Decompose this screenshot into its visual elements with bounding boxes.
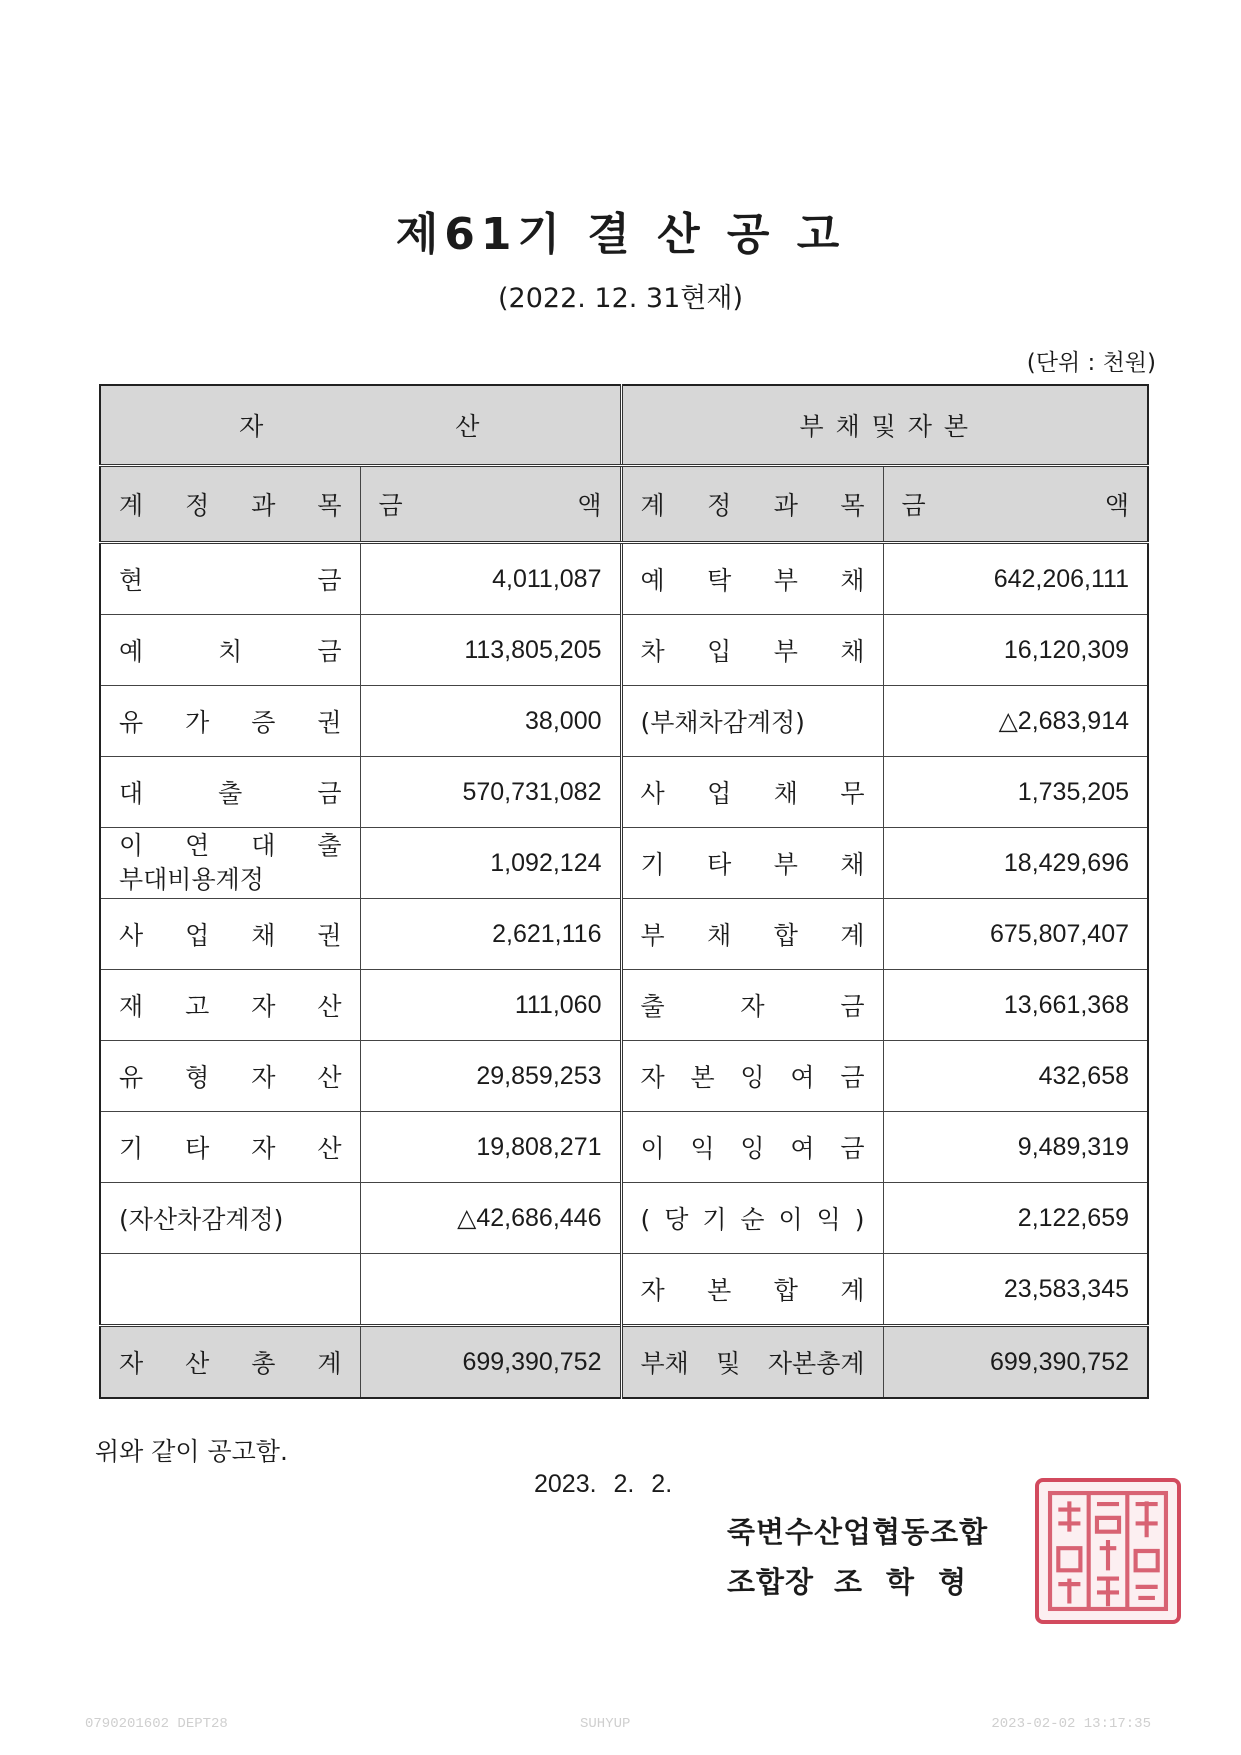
table-row [100,1041,1148,1112]
liability-amount: 9,489,319 [883,1112,1148,1183]
column-header-row [100,466,1148,543]
asset-amount: 29,859,253 [360,1041,621,1112]
asset-amount: △42,686,446 [360,1183,621,1254]
liability-amount: 16,120,309 [883,615,1148,686]
table-row [100,899,1148,970]
page-title: 제61기 결 산 공 고 [395,209,846,260]
asset-account: 유 형 자 산 [100,1041,360,1112]
table-row [100,757,1148,828]
notice-text: 위와 같이 공고함. [95,1437,288,1466]
liability-account: 부 채 합 계 [621,899,883,970]
liability-account: 자 본 잉 여 금 [621,1041,883,1112]
amount-header-right: 금 액 [883,466,1148,543]
liability-amount: 13,661,368 [883,970,1148,1041]
liability-amount: 23,583,345 [883,1254,1148,1326]
signatory-title: 조합장 [727,1565,815,1599]
asset-amount: 4,011,087 [360,543,621,615]
asset-amount: 111,060 [360,970,621,1041]
financial-statement-table [99,384,1149,1399]
signatory-name: 조학형 [834,1565,991,1599]
notice-date: 2023. 2. 2. [534,1470,673,1498]
liability-account: 기 타 부 채 [621,828,883,899]
asset-account: 유 가 증 권 [100,686,360,757]
footer-timestamp: 2023-02-02 13:17:35 [991,1716,1151,1732]
account-header-left: 계 정 과 목 [100,466,360,543]
organization-name: 죽변수산업협동조합 [727,1515,989,1549]
asset-amount: 2,621,116 [360,899,621,970]
asset-amount: 570,731,082 [360,757,621,828]
liability-account: 출 자 금 [621,970,883,1041]
total-assets-label: 자 산 총 계 [100,1326,360,1399]
liability-amount: 642,206,111 [883,543,1148,615]
asset-account-line1: 이 연 대 출 [119,831,342,860]
table-row [100,615,1148,686]
section-header-row [100,385,1148,466]
table-row [100,828,1148,899]
official-seal-icon [1035,1478,1181,1624]
table-row [100,686,1148,757]
total-liab-equity-amount: 699,390,752 [883,1326,1148,1399]
asset-account [100,828,360,899]
table-row [100,543,1148,615]
total-assets-amount: 699,390,752 [360,1326,621,1399]
account-header-right: 계 정 과 목 [621,466,883,543]
table-row [100,1112,1148,1183]
liability-amount: 18,429,696 [883,828,1148,899]
liability-account: (부채차감계정) [621,686,883,757]
asset-amount: 19,808,271 [360,1112,621,1183]
liability-account: 사 업 채 무 [621,757,883,828]
liability-account: 자 본 합 계 [621,1254,883,1326]
signatory [727,1560,990,1601]
liability-amount: 1,735,205 [883,757,1148,828]
table-row [100,1254,1148,1326]
total-row [100,1326,1148,1399]
liabilities-equity-header: 부 채 및 자 본 [621,385,1148,466]
asset-account: 재 고 자 산 [100,970,360,1041]
asset-account: 대 출 금 [100,757,360,828]
asset-account-line2: 부대비용계정 [119,865,264,894]
as-of-date: (2022. 12. 31현재) [498,283,743,314]
amount-header-left: 금 액 [360,466,621,543]
asset-account [100,1254,360,1326]
asset-amount: 113,805,205 [360,615,621,686]
asset-amount: 38,000 [360,686,621,757]
liability-account: 예 탁 부 채 [621,543,883,615]
asset-account: 현 금 [100,543,360,615]
asset-amount [360,1254,621,1326]
table-row [100,970,1148,1041]
footer-document-id: 0790201602 DEPT28 [85,1716,228,1732]
liability-amount: 675,807,407 [883,899,1148,970]
asset-account: (자산차감계정) [100,1183,360,1254]
liability-amount: △2,683,914 [883,686,1148,757]
asset-account: 사 업 채 권 [100,899,360,970]
liability-amount: 2,122,659 [883,1183,1148,1254]
asset-amount: 1,092,124 [360,828,621,899]
liability-account: 이 익 잉 여 금 [621,1112,883,1183]
asset-account: 기 타 자 산 [100,1112,360,1183]
unit-label: (단위 : 천원) [1026,350,1156,376]
table-row [100,1183,1148,1254]
footer-brand: SUHYUP [580,1716,631,1732]
liability-amount: 432,658 [883,1041,1148,1112]
liability-account: 차 입 부 채 [621,615,883,686]
liability-account: ( 당 기 순 이 익 ) [621,1183,883,1254]
assets-header: 자 산 [100,385,621,466]
asset-account: 예 치 금 [100,615,360,686]
total-liab-equity-label: 부채 및 자본총계 [621,1326,883,1399]
